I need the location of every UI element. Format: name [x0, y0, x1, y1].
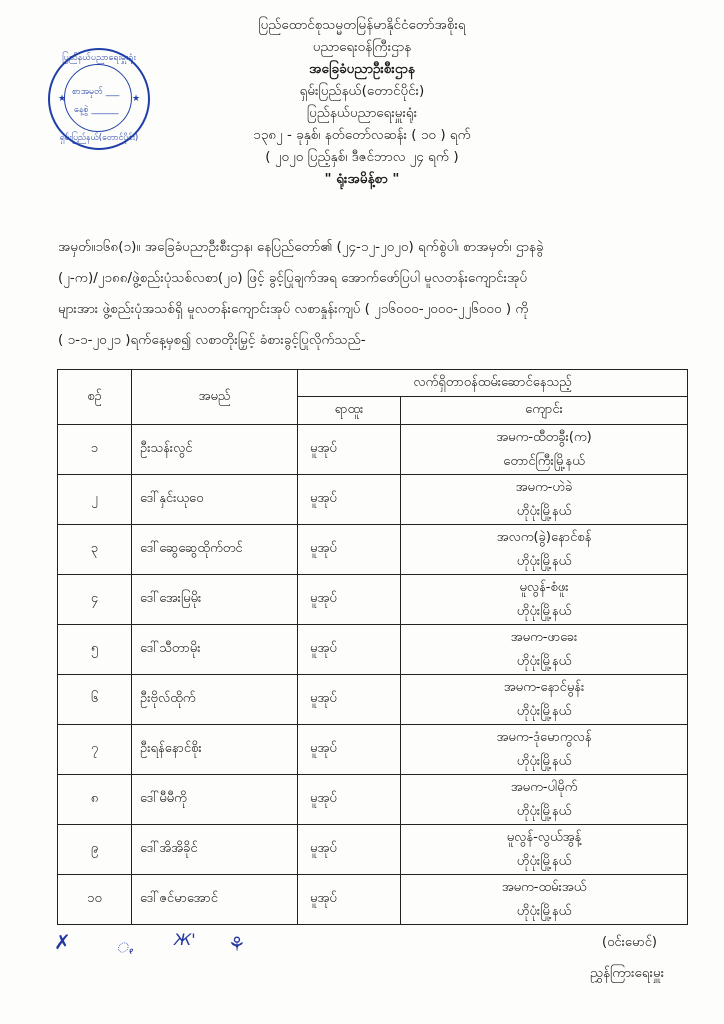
row-school: [401, 525, 688, 575]
row-township: ဟိုပုံးမြို့နယ်: [516, 603, 572, 619]
signature-mark: Ж': [174, 930, 196, 949]
row-school-name: အမက-နောင်မွန်း: [503, 679, 585, 695]
table-row: [58, 525, 688, 575]
row-school: [401, 825, 688, 875]
header-office: ပြည်နယ်ပညာရေးမှူးရုံး: [306, 105, 418, 121]
paragraph-line: ( ၁-၁-၂၀၂၁ )ရက်နေ့မှစ၍ လစာတိုးမြှင့် ခံစားခွင့်ပြုလိုက်သည်-: [58, 332, 366, 348]
staff-table: [57, 369, 688, 925]
header-gregorian-date: ( ၂၀၂၀ ပြည့်နှစ်၊ ဒီဇင်ဘာလ ၂၄ ရက် ): [265, 149, 459, 165]
stamp-letter-no: စာအမှတ် ___: [72, 87, 120, 97]
row-number: ၁၀: [58, 875, 132, 925]
row-position: မူအုပ်: [298, 625, 401, 675]
row-township: ဟိုပုံးမြို့နယ်: [516, 553, 572, 569]
table-row: [58, 675, 688, 725]
order-paragraph: [58, 232, 686, 356]
stamp-top-text: ပြည်နယ်ပညာရေးမှူးရုံး: [62, 53, 136, 63]
table-row: [58, 625, 688, 675]
table-row: [58, 575, 688, 625]
stamp-bottom-text: ရှမ်းပြည်နယ်(တောင်ပိုင်း): [59, 133, 139, 143]
row-school: [401, 675, 688, 725]
row-number: ၅: [58, 625, 132, 675]
row-school: [401, 575, 688, 625]
row-school: [401, 725, 688, 775]
header-ministry: ပညာရေးဝန်ကြီးဌာန: [312, 39, 412, 55]
row-position: မူအုပ်: [298, 425, 401, 475]
signatory-name: (ဝင်းမောင်): [602, 935, 657, 950]
row-position: မူအုပ်: [298, 825, 401, 875]
row-school-name: အမက-ဖာခေး: [510, 629, 578, 645]
paragraph-line: အမှတ်။၁၆၈(၁)။ အခြေခံပညာဦးစီးဌာန၊ နေပြည်တော်၏ (၂၄-၁၂-၂၀၂၀) ရက်စွဲပါ၊ စာအမှတ်၊ ဌာနခွဲ: [58, 239, 544, 255]
row-school-name: အမက-ဒုံမောကွလန်: [496, 729, 592, 745]
table-row: [58, 475, 688, 525]
paragraph-line: (၂-က)/၂၁၈၈/ဖွဲ့စည်းပုံသစ်လစာ(၂၀) ဖြင့် ခွင့်ပြုချက်အရ အောက်ဖော်ပြပါ မူလတန်းကျောင်းအုပ်: [58, 270, 528, 286]
row-school: [401, 875, 688, 925]
header-state: ရှမ်းပြည်နယ်(တောင်ပိုင်း): [299, 83, 425, 99]
row-position: မူအုပ်: [298, 775, 401, 825]
stamp-date: နေ့စွဲ ______: [74, 105, 119, 115]
row-township: ဟိုပုံးမြို့နယ်: [516, 903, 572, 919]
star-icon: ★: [58, 94, 67, 104]
row-number: ၇: [58, 725, 132, 775]
row-school-name: မူလွန်-လွယ်အွန့်: [506, 829, 582, 845]
row-name: ဒေါ်သီတာမိုး: [132, 625, 298, 675]
row-school-name: အလက(ခွဲ)နောင်စန်: [496, 529, 592, 545]
row-township: ဟိုပုံးမြို့နယ်: [516, 653, 572, 669]
row-township: တောင်ကြီးမြို့နယ်: [503, 453, 585, 469]
row-number: ၆: [58, 675, 132, 725]
row-school-name: အမက-ပါမိုက်: [510, 779, 578, 795]
table-header-row: [58, 370, 688, 397]
row-school: [401, 625, 688, 675]
table-row: [58, 775, 688, 825]
signatory-title: ညွှန်ကြားရေးမှူး: [590, 965, 665, 981]
row-name: ဒေါ်နှင်းယုဝေ: [132, 475, 298, 525]
row-position: မူအုပ်: [298, 875, 401, 925]
row-number: ၁: [58, 425, 132, 475]
paragraph-line: များအား ဖွဲ့စည်းပုံအသစ်ရှိ မူလတန်းကျောင်းအုပ် လစာနှုန်းကျပ် ( ၂၁၆၀၀၀-၂၀၀၀-၂၂၆၀၀၀ ) ကို: [58, 301, 529, 317]
row-name: ဒေါ်မီမီကို: [132, 775, 298, 825]
header-order-title: " ရုံးအမိန့်စာ ": [324, 171, 400, 187]
signature-mark: ⚘: [230, 932, 244, 956]
table-row: [58, 725, 688, 775]
row-township: ဟိုပုံးမြို့နယ်: [516, 803, 572, 819]
row-school-name: မူလွန်-စံဖူး: [519, 579, 569, 595]
row-position: မူအုပ်: [298, 575, 401, 625]
committee-signatures: [48, 928, 288, 968]
row-number: ၉: [58, 825, 132, 875]
header-current-duty: လက်ရှိတာဝန်ထမ်းဆောင်နေသည့်: [298, 370, 688, 397]
row-position: မူအုပ်: [298, 725, 401, 775]
signature-mark: ✗: [54, 930, 71, 954]
header-position: ရာထူး: [298, 397, 401, 425]
table-row: [58, 875, 688, 925]
row-position: မူအုပ်: [298, 675, 401, 725]
signature-mark: ꩻ: [116, 933, 134, 957]
row-school-name: အမက-ထီတခွီး(က): [496, 429, 592, 445]
header-no: စဉ်: [58, 370, 132, 425]
row-township: ဟိုပုံးမြို့နယ်: [516, 703, 572, 719]
row-name: ဦးဗိုလ်ထိုက်: [132, 675, 298, 725]
header-name: အမည်: [132, 370, 298, 425]
header-myanmar-date: ၁၃၈၂ - ခုနှစ်၊ နတ်တော်လဆန်း ( ၁၀ ) ရက်: [253, 127, 471, 143]
row-number: ၄: [58, 575, 132, 625]
row-number: ၃: [58, 525, 132, 575]
header-government: ပြည်ထောင်စုသမ္မတမြန်မာနိုင်ငံတော်အစိုးရ: [258, 17, 466, 33]
row-name: ဒေါ်အိအိခိုင်: [132, 825, 298, 875]
star-icon: ★: [132, 94, 141, 104]
row-school: [401, 425, 688, 475]
row-number: ၂: [58, 475, 132, 525]
header-department: အခြေခံပညာဦးစီးဌာန: [309, 61, 415, 77]
row-position: မူအုပ်: [298, 525, 401, 575]
row-position: မူအုပ်: [298, 475, 401, 525]
row-name: ဒေါ်အေးမြမိုး: [132, 575, 298, 625]
row-township: ဟိုပုံးမြို့နယ်: [516, 753, 572, 769]
row-township: ဟိုပုံးမြို့နယ်: [516, 503, 572, 519]
office-stamp: [48, 48, 150, 150]
row-name: ဒေါ်ဆွေဆွေထိုက်တင်: [132, 525, 298, 575]
table-body: [58, 425, 688, 925]
row-school-name: အမက-ထမ်းအယ်: [501, 879, 587, 895]
row-school-name: အမက-ဟဲခဲ: [515, 479, 573, 495]
header-school: ကျောင်း: [401, 397, 688, 425]
row-township: ဟိုပုံးမြို့နယ်: [516, 853, 572, 869]
table-row: [58, 425, 688, 475]
row-name: ဦးရန်နောင်စိုး: [132, 725, 298, 775]
row-school: [401, 775, 688, 825]
row-school: [401, 475, 688, 525]
row-number: ၈: [58, 775, 132, 825]
row-name: ဒေါ်ဇင်မာအောင်: [132, 875, 298, 925]
table-row: [58, 825, 688, 875]
row-name: ဦးသန်းလွင်: [132, 425, 298, 475]
